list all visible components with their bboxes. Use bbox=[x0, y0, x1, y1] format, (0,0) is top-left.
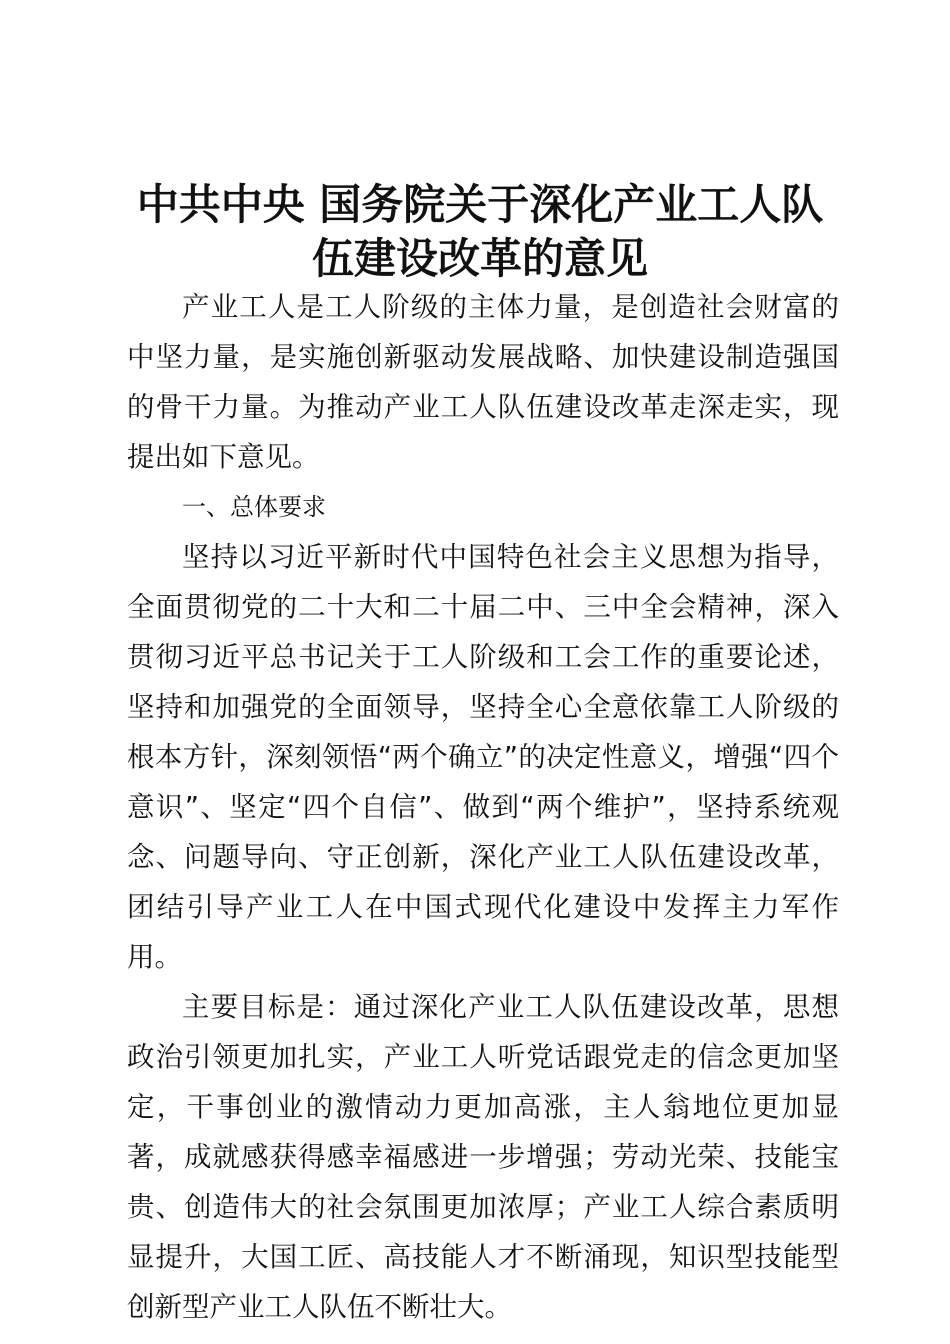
title-line-1: 中共中央 国务院关于深化产业工人队 bbox=[136, 180, 824, 229]
guiding-principle-paragraph: 坚持以习近平新时代中国特色社会主义思想为指导，全面贯彻党的二十大和二十届二中、三中全会精神，深入贯彻习近平总书记关于工人阶级和工会工作的重要论述，坚持和加强党的全面领导，坚持全心全意依靠工人阶级的根本方针，深刻领悟“两个确立”的决定性意义，增强“四个意识”、坚定“四个自信”、做到“两个维护”，坚持系统观念、问题导向、守正创新，深化产业工人队伍建设改革，团结引导产业工人在中国式现代化建设中发挥主力军作用。 bbox=[127, 541, 839, 973]
section-heading-general-requirements: 一、总体要求 bbox=[182, 493, 326, 521]
main-goals-paragraph: 主要目标是：通过深化产业工人队伍建设改革，思想政治引领更加扎实，产业工人听党话跟党走的信念更加坚定，干事创业的激情动力更加高涨，主人翁地位更加显著，成就感获得感幸福感进一步增强；劳动光荣、技能宝贵、创造伟大的社会氛围更加浓厚；产业工人综合素质明显提升，大国工匠、高技能人才不断涌现，知识型技能型创新型产业工人队伍不断壮大。 bbox=[127, 991, 839, 1323]
intro-paragraph: 产业工人是工人阶级的主体力量，是创造社会财富的中坚力量，是实施创新驱动发展战略、加快建设制造强国的骨干力量。为推动产业工人队伍建设改革走深走实，现提出如下意见。 bbox=[127, 291, 839, 473]
document-title bbox=[110, 178, 850, 286]
document-body bbox=[127, 282, 839, 1332]
title-line-2: 伍建设改革的意见 bbox=[311, 234, 648, 283]
